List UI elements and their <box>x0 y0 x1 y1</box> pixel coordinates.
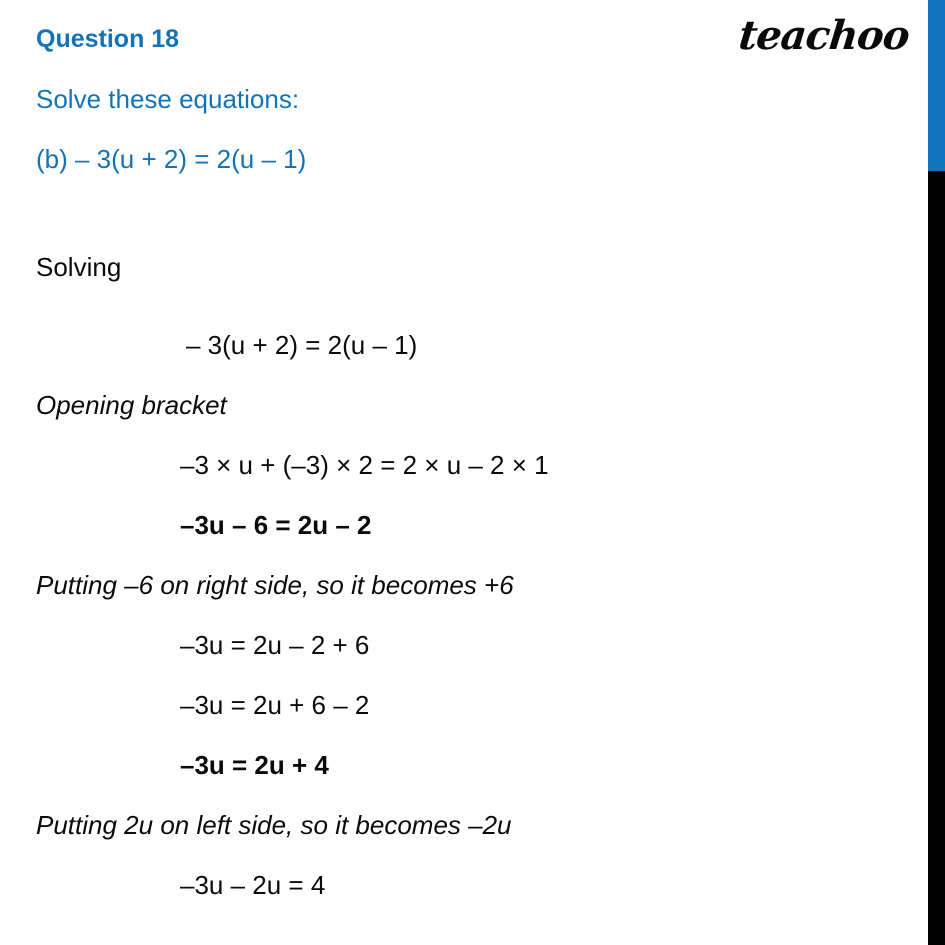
solving-label: Solving <box>36 252 122 282</box>
prompt-text: Solve these equations: <box>36 84 300 114</box>
equation-line-7: –3u – 2u = 4 <box>180 870 326 900</box>
equation-line-6: –3u = 2u + 4 <box>180 750 329 780</box>
question-heading: Question 18 <box>36 25 180 53</box>
equation-line-2: –3 × u + (–3) × 2 = 2 × u – 2 × 1 <box>180 450 549 480</box>
equation-line-3: –3u – 6 = 2u – 2 <box>180 510 372 540</box>
right-edge-blue-bar <box>928 0 945 171</box>
equation-line-5: –3u = 2u + 6 – 2 <box>180 690 370 720</box>
step-label-move-two-u: Putting 2u on left side, so it becomes –2u <box>36 810 512 840</box>
question-equation: (b) – 3(u + 2) = 2(u – 1) <box>36 144 307 174</box>
step-label-opening-bracket: Opening bracket <box>36 390 227 420</box>
equation-line-4: –3u = 2u – 2 + 6 <box>180 630 370 660</box>
step-label-move-minus-six: Putting –6 on right side, so it becomes +6 <box>36 570 514 600</box>
right-edge-black-bar <box>928 171 945 945</box>
equation-line-1: – 3(u + 2) = 2(u – 1) <box>186 330 418 360</box>
lesson-content <box>36 0 906 900</box>
teachoo-logo: teachoo <box>736 12 912 59</box>
